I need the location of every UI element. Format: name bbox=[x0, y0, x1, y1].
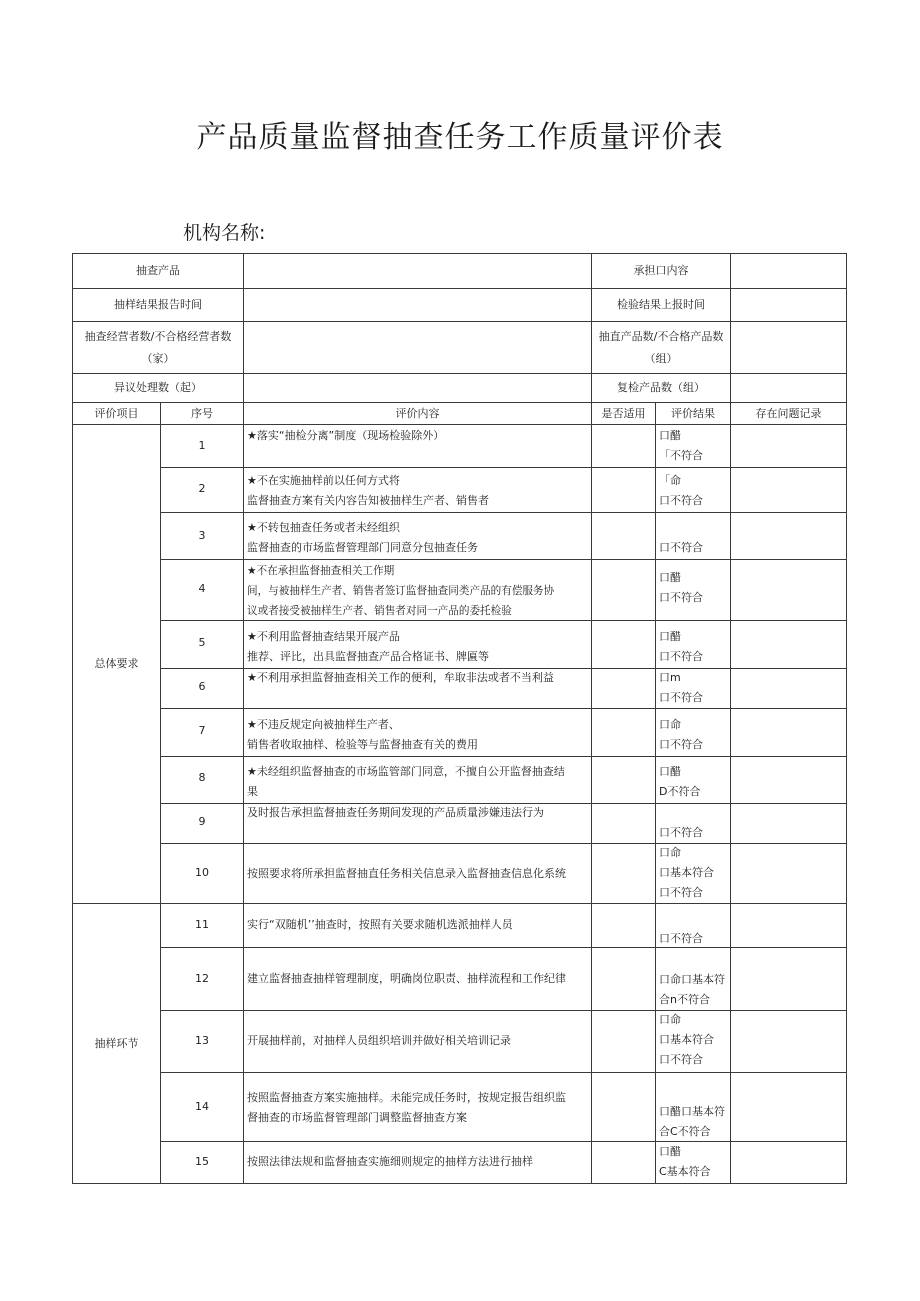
result-option: 口不符合 bbox=[659, 591, 703, 604]
item-number bbox=[161, 677, 243, 697]
item-content-line: 建立监督抽查抽样管理制度，明确岗位职责、抽样流程和工作纪律 bbox=[247, 972, 566, 985]
header-value-field[interactable] bbox=[731, 289, 846, 321]
result-option: 口醋 bbox=[659, 630, 681, 643]
item-content bbox=[244, 1088, 591, 1128]
header-value-field[interactable] bbox=[244, 322, 591, 373]
item-number bbox=[161, 579, 243, 599]
applicable-field[interactable] bbox=[592, 1142, 655, 1183]
header-label-line: （组） bbox=[644, 352, 678, 365]
item-result[interactable] bbox=[656, 668, 730, 708]
result-option: 「不符合 bbox=[659, 449, 703, 462]
item-result[interactable] bbox=[656, 426, 730, 466]
col-heading-category bbox=[73, 403, 160, 424]
category-label: 抽样环节 bbox=[94, 1036, 139, 1050]
item-content bbox=[244, 969, 591, 989]
result-option: 口醋 bbox=[659, 429, 681, 442]
item-number-text: 5 bbox=[198, 636, 206, 649]
item-result[interactable] bbox=[656, 715, 730, 755]
col-heading-number bbox=[161, 403, 243, 424]
item-number-text: 6 bbox=[198, 680, 206, 693]
item-content-line: 果 bbox=[247, 785, 258, 798]
col-heading-text: 序号 bbox=[191, 406, 213, 420]
item-number-text: 3 bbox=[198, 529, 206, 542]
applicable-field[interactable] bbox=[592, 513, 655, 559]
header-label-line: 抽查经营者数/不合格经营者数 bbox=[84, 330, 232, 343]
applicable-field[interactable] bbox=[592, 425, 655, 467]
item-content bbox=[244, 864, 591, 884]
item-content-line: 实行“双随机’’抽查时，按照有关要求随机选派抽样人员 bbox=[247, 918, 513, 931]
item-content-line: ★不转包抽查任务或者未经组织 bbox=[247, 521, 400, 534]
result-option: 口m bbox=[659, 671, 681, 684]
item-number bbox=[161, 1031, 243, 1051]
result-option: 口命 bbox=[659, 1013, 681, 1026]
item-number-text: 11 bbox=[195, 918, 209, 931]
result-option bbox=[659, 803, 730, 823]
issues-field[interactable] bbox=[731, 1142, 846, 1183]
item-result[interactable] bbox=[656, 627, 730, 667]
item-number bbox=[161, 633, 243, 653]
issues-field[interactable] bbox=[731, 1073, 846, 1141]
header-value-field[interactable] bbox=[244, 254, 591, 288]
result-option: 口醋 bbox=[659, 1145, 681, 1158]
table-border-right bbox=[846, 253, 847, 1184]
header-value-field[interactable] bbox=[244, 289, 591, 321]
header-label-text: 复检产品数（组） bbox=[617, 381, 705, 394]
header-label-line: （家） bbox=[141, 352, 175, 365]
issues-field[interactable] bbox=[731, 468, 846, 512]
result-option bbox=[659, 909, 730, 929]
item-number bbox=[161, 969, 243, 989]
header-label-text: 抽查产品 bbox=[136, 264, 180, 277]
header-label bbox=[592, 254, 730, 288]
item-number-text: 14 bbox=[195, 1100, 209, 1113]
issues-field[interactable] bbox=[731, 1011, 846, 1072]
item-content-line: 推荐、评比，出具监督抽查产品合格证书、牌匾等 bbox=[247, 650, 489, 663]
header-value-field[interactable] bbox=[244, 374, 591, 402]
item-content-line: 监督抽查的市场监督管理部门同意分包抽查任务 bbox=[247, 541, 478, 554]
item-result[interactable] bbox=[656, 909, 730, 949]
issues-field[interactable] bbox=[731, 425, 846, 467]
result-option: C基本符合 bbox=[659, 1165, 711, 1178]
item-number-text: 15 bbox=[195, 1155, 209, 1168]
issues-field[interactable] bbox=[731, 904, 846, 947]
issues-field[interactable] bbox=[731, 669, 846, 708]
item-number bbox=[161, 1097, 243, 1117]
header-label bbox=[73, 289, 243, 321]
applicable-field[interactable] bbox=[592, 757, 655, 803]
item-result[interactable] bbox=[656, 568, 730, 608]
applicable-field[interactable] bbox=[592, 904, 655, 947]
result-option: 口不符合 bbox=[659, 650, 703, 663]
result-option: 口命 bbox=[659, 718, 681, 731]
applicable-field[interactable] bbox=[592, 621, 655, 668]
org-name-label: 机构名称: bbox=[183, 222, 266, 244]
item-content-line: ★不在实施抽样前以任何方式将 bbox=[247, 474, 400, 487]
item-number bbox=[161, 915, 243, 935]
applicable-field[interactable] bbox=[592, 709, 655, 756]
result-option: 「命 bbox=[659, 474, 681, 487]
header-label bbox=[592, 289, 730, 321]
item-content bbox=[244, 518, 591, 558]
applicable-field[interactable] bbox=[592, 669, 655, 708]
col-heading-text: 是否适用 bbox=[601, 406, 646, 420]
item-number-text: 13 bbox=[195, 1034, 209, 1047]
item-content bbox=[244, 803, 591, 823]
item-content bbox=[244, 1152, 591, 1172]
item-content bbox=[244, 1031, 591, 1051]
col-heading-text: 评价内容 bbox=[395, 406, 440, 420]
item-number bbox=[161, 436, 243, 456]
item-number-text: 10 bbox=[195, 866, 209, 879]
document-title: 产品质量监督抽查任务工作质量评价表 bbox=[196, 120, 724, 155]
item-result[interactable] bbox=[656, 1102, 730, 1142]
col-heading-text: 评价结果 bbox=[671, 406, 715, 420]
header-label-text: 承担口内容 bbox=[633, 264, 689, 277]
item-content bbox=[244, 915, 591, 935]
item-content bbox=[244, 426, 591, 446]
item-number bbox=[161, 479, 243, 499]
item-content-line: 间，与被抽样生产者、销售者签订监督抽查同类产品的有偿服务协 bbox=[247, 585, 555, 597]
result-option bbox=[659, 518, 730, 538]
result-option: 口不符合 bbox=[659, 691, 703, 704]
item-content-line: 按照监督抽查方案实施抽样。未能完成任务时，按规定报告组织监 bbox=[247, 1091, 566, 1104]
applicable-field[interactable] bbox=[592, 804, 655, 843]
header-label bbox=[592, 374, 730, 402]
item-number-text: 2 bbox=[198, 482, 206, 495]
header-label-line: 抽直产品数/不合格产品数 bbox=[598, 330, 724, 343]
result-option: 口命 bbox=[659, 846, 681, 859]
item-result[interactable] bbox=[656, 471, 730, 511]
item-result[interactable] bbox=[656, 762, 730, 802]
item-result[interactable] bbox=[656, 803, 730, 843]
item-result[interactable] bbox=[656, 1010, 730, 1070]
item-content bbox=[244, 762, 591, 802]
item-result[interactable] bbox=[656, 970, 730, 1010]
item-content bbox=[244, 668, 591, 688]
header-label-text: 异议处理数（起） bbox=[114, 381, 202, 394]
item-content-line: ★不利用监督抽查结果开展产品 bbox=[247, 630, 400, 643]
col-heading-applicable bbox=[592, 403, 655, 424]
result-option: 口不符合 bbox=[659, 826, 703, 839]
item-content-line: 及时报告承担监督抽查任务期间发现的产品质量涉嫌违法行为 bbox=[247, 806, 544, 819]
item-content bbox=[244, 471, 591, 511]
applicable-field[interactable] bbox=[592, 560, 655, 620]
issues-field[interactable] bbox=[731, 560, 846, 620]
category-general-requirements bbox=[73, 425, 160, 903]
item-number bbox=[161, 768, 243, 788]
category-sampling bbox=[73, 904, 160, 1183]
result-option: 口不符合 bbox=[659, 932, 703, 945]
applicable-field[interactable] bbox=[592, 1011, 655, 1072]
item-content-line: ★不违反规定向被抽样生产者、 bbox=[247, 718, 400, 731]
item-number bbox=[161, 721, 243, 741]
item-content-line: 按照要求将所承担监督抽直任务相关信息录入监督抽查信息化系统 bbox=[247, 867, 566, 880]
header-label bbox=[73, 326, 243, 372]
col-heading-result bbox=[656, 403, 730, 424]
item-content-line: 议或者接受被抽样生产者、销售者对同一产品的委托检验 bbox=[247, 605, 512, 617]
item-content-line: 监督抽查方案有关内容告知被抽样生产者、销售者 bbox=[247, 494, 489, 507]
result-option: 口醋口基本符 bbox=[659, 1105, 725, 1118]
header-label bbox=[73, 254, 243, 288]
col-divider bbox=[160, 402, 161, 1184]
col-heading-text: 评价项目 bbox=[94, 406, 139, 420]
issues-field[interactable] bbox=[731, 844, 846, 903]
item-number bbox=[161, 526, 243, 546]
item-number-text: 1 bbox=[198, 439, 206, 452]
result-option: 合C不符合 bbox=[659, 1125, 711, 1138]
applicable-field[interactable] bbox=[592, 844, 655, 903]
result-option: 口基本符合 bbox=[659, 1033, 714, 1046]
item-content-line: ★不在承担监督抽查相关工作期 bbox=[247, 565, 395, 577]
header-label-text: 检验结果上报时间 bbox=[617, 298, 705, 311]
header-label bbox=[592, 326, 730, 372]
item-content-line: ★不利用承担监督抽查相关工作的便利，牟取非法或者不当利益 bbox=[247, 671, 554, 684]
col-heading-content bbox=[244, 403, 591, 424]
issues-field[interactable] bbox=[731, 513, 846, 559]
result-option: 口醋 bbox=[659, 571, 681, 584]
result-option: D不符合 bbox=[659, 785, 701, 798]
issues-field[interactable] bbox=[731, 621, 846, 668]
item-result[interactable] bbox=[656, 518, 730, 558]
col-heading-text: 存在问题记录 bbox=[755, 406, 822, 420]
item-number-text: 4 bbox=[198, 582, 206, 595]
issues-field[interactable] bbox=[731, 709, 846, 756]
item-content-line: 销售者收取抽样、检验等与监督抽查有关的费用 bbox=[247, 738, 478, 751]
result-option: 口不符合 bbox=[659, 494, 703, 507]
item-content-line: 督抽查的市场监督管理部门调整监督抽查方案 bbox=[247, 1111, 467, 1124]
col-heading-issues bbox=[731, 403, 846, 424]
result-option: 口不符合 bbox=[659, 886, 703, 899]
issues-field[interactable] bbox=[731, 757, 846, 803]
header-label-text: 抽样结果报告时间 bbox=[114, 298, 202, 311]
item-number-text: 9 bbox=[198, 815, 206, 828]
item-number bbox=[161, 863, 243, 883]
header-value-field[interactable] bbox=[731, 322, 846, 373]
item-number-text: 8 bbox=[198, 771, 206, 784]
item-content-line: 按照法律法规和监督抽查实施细则规定的抽样方法进行抽样 bbox=[247, 1155, 533, 1168]
header-label bbox=[73, 374, 243, 402]
category-label: 总体要求 bbox=[94, 657, 139, 670]
applicable-field[interactable] bbox=[592, 948, 655, 1010]
applicable-field[interactable] bbox=[592, 1073, 655, 1141]
result-option: 口不符合 bbox=[659, 1053, 703, 1066]
item-content-line: ★落实“抽检分离”制度（现场检验除外） bbox=[247, 429, 445, 442]
header-value-field[interactable] bbox=[731, 374, 846, 402]
applicable-field[interactable] bbox=[592, 468, 655, 512]
item-content bbox=[244, 627, 591, 667]
result-option: 口基本符合 bbox=[659, 866, 714, 879]
issues-field[interactable] bbox=[731, 948, 846, 1010]
item-result[interactable] bbox=[656, 843, 730, 903]
item-result[interactable] bbox=[656, 1142, 730, 1182]
result-option: 口命口基本符 bbox=[659, 973, 725, 986]
header-value-field[interactable] bbox=[731, 254, 846, 288]
result-option: 合n不符合 bbox=[659, 993, 710, 1006]
item-number bbox=[161, 1152, 243, 1172]
item-content-line: ★未经组织监督抽查的市场监管部门同意，不擅自公开监督抽查结 bbox=[247, 765, 565, 778]
item-number-text: 7 bbox=[198, 724, 206, 737]
result-option: 口醋 bbox=[659, 765, 681, 778]
item-content bbox=[244, 561, 591, 621]
result-option: 口不符合 bbox=[659, 738, 703, 751]
result-option: 口不符合 bbox=[659, 541, 703, 554]
item-number-text: 12 bbox=[195, 972, 209, 985]
item-content-line: 开展抽样前，对抽样人员组织培训并做好相关培训记录 bbox=[247, 1034, 511, 1047]
item-content bbox=[244, 715, 591, 755]
issues-field[interactable] bbox=[731, 804, 846, 843]
item-number bbox=[161, 812, 243, 832]
